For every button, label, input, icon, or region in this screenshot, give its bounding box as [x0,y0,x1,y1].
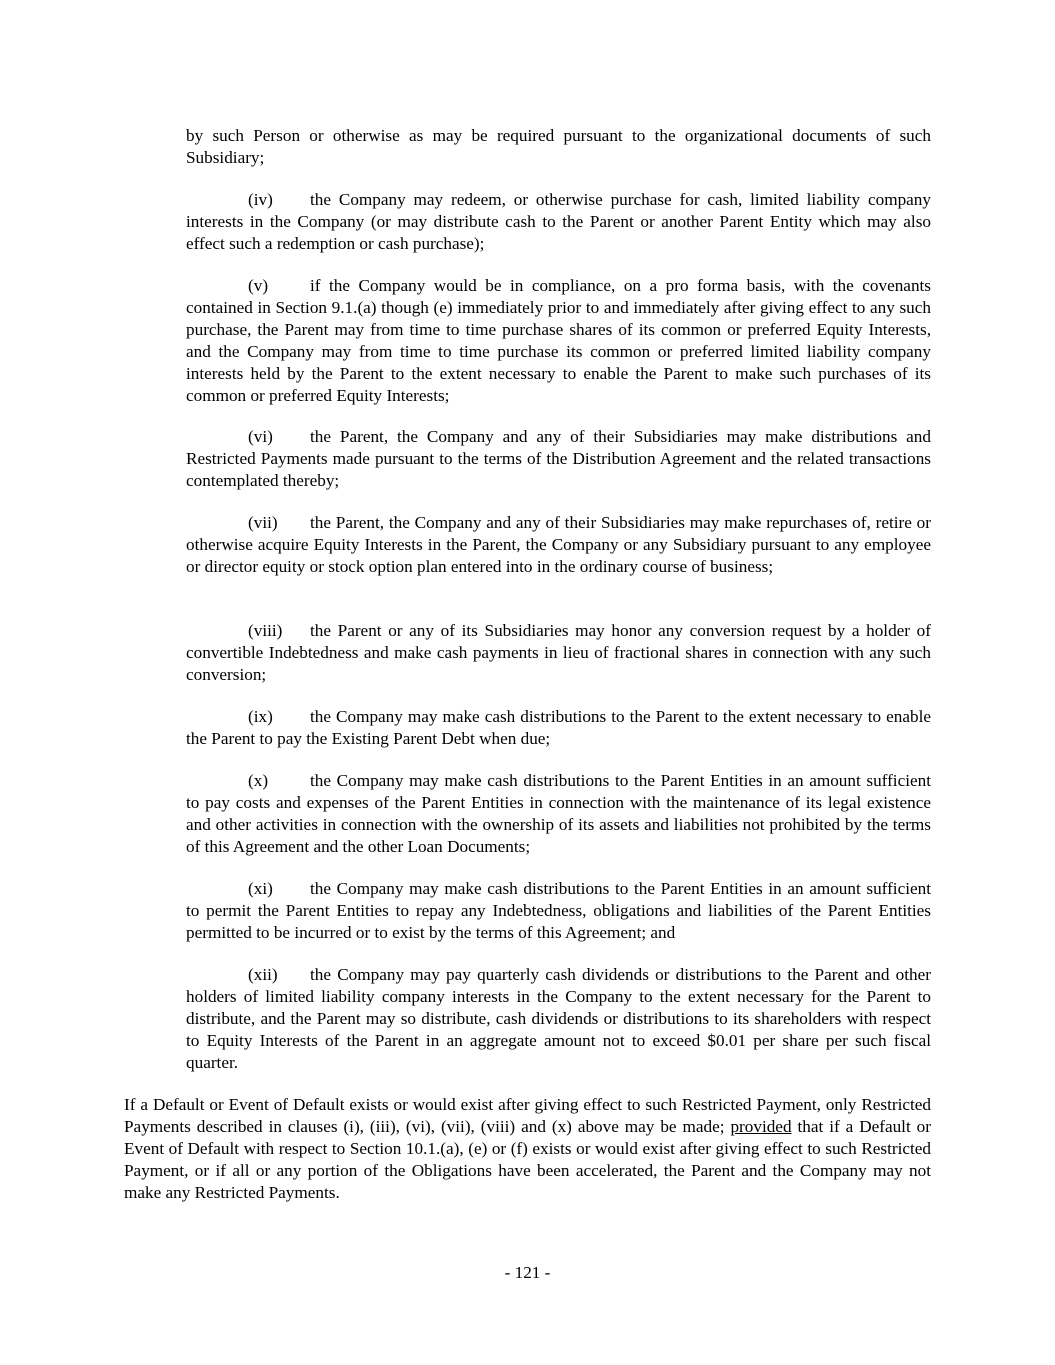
clause-viii [186,620,931,686]
clause-vii [186,512,931,578]
clause-number: (xii) [248,965,278,984]
clause-ix [186,706,931,750]
page-number: - 121 - [504,1263,551,1282]
clause-number: (v) [248,276,269,295]
clause-iv [186,189,931,255]
clause-text: the Company may make cash distributions to the Parent Entities in an amount sufficient to pay costs and expenses of the Parent Entities in connection with the maintenance of its legal existence and other activities in connection with the ownership of its assets and liabilities not prohibited by the terms of this Agreement and the other Loan Documents; [186,771,931,856]
provided-underlined-term: provided [730,1117,792,1136]
clause-text: the Company may redeem, or otherwise purchase for cash, limited liability company interests in the Company (or may distribute cash to the Parent or another Parent Entity which may also effect such a redemption or cash purchase); [186,190,931,253]
continuation-paragraph [186,125,931,169]
clause-number: (vi) [248,427,273,446]
closing-text-after: that if a Default or Event of Default with respect to Section 10.1.(a), (e) or (f) exists or would exist after giving effect to such Restricted Payment, or if all or any portion of the Obligations have been accelerated, the Parent and the Company may not make any Restricted Payments. [124,1117,931,1202]
clause-vi [186,426,931,492]
clause-number: (viii) [248,621,283,640]
clause-text: the Company may make cash distributions to the Parent Entities in an amount sufficient to permit the Parent Entities to repay any Indebtedness, obligations and liabilities of the Parent Entities permitted to be incurred or to exist by the terms of this Agreement; and [186,879,931,942]
closing-text-before: If a Default or Event of Default exists or would exist after giving effect to such Restricted Payment, only Restricted Payments described in clauses (i), (iii), (vi), (vii), (viii) and (x) above may be made; [124,1095,931,1136]
continuation-text: by such Person or otherwise as may be required pursuant to the organizational documents of such Subsidiary; [186,126,931,167]
clause-number: (x) [248,771,269,790]
clause-number: (vii) [248,513,278,532]
clause-number: (xi) [248,879,273,898]
clause-xi [186,878,931,944]
clause-text: the Parent, the Company and any of their Subsidiaries may make distributions and Restricted Payments made pursuant to the terms of the Distribution Agreement and the related transactions contemplated thereby; [186,427,931,490]
closing-paragraph [124,1094,931,1204]
clause-text: the Parent, the Company and any of their Subsidiaries may make repurchases of, retire or otherwise acquire Equity Interests in the Parent, the Company or any Subsidiary pursuant to any employee or director equity or stock option plan entered into in the ordinary course of business; [186,513,931,576]
clause-v [186,275,931,407]
clause-text: if the Company would be in compliance, on a pro forma basis, with the covenants contained in Section 9.1.(a) though (e) immediately prior to and immediately after giving effect to any such purchase, the Parent may from time to time purchase shares of its common or preferred Equity Interests, and the Company may from time to time purchase its common or preferred limited liability company interests held by the Parent to the extent necessary to enable the Parent to make such purchases of its common or preferred Equity Interests; [186,276,931,405]
clause-text: the Company may pay quarterly cash dividends or distributions to the Parent and other holders of limited liability company interests in the Company to the extent necessary for the Parent to distribute, and the Parent may so distribute, cash dividends or distributions to its shareholders with respect to Equity Interests of the Parent in an aggregate amount not to exceed $0.01 per share per such fiscal quarter. [186,965,931,1072]
clause-number: (ix) [248,707,273,726]
clause-x [186,770,931,858]
clause-text: the Company may make cash distributions to the Parent to the extent necessary to enable the Parent to pay the Existing Parent Debt when due; [186,707,931,748]
clause-xii [186,964,931,1074]
clause-text: the Parent or any of its Subsidiaries may honor any conversion request by a holder of convertible Indebtedness and make cash payments in lieu of fractional shares in connection with any such conversion; [186,621,931,684]
clause-number: (iv) [248,190,273,209]
